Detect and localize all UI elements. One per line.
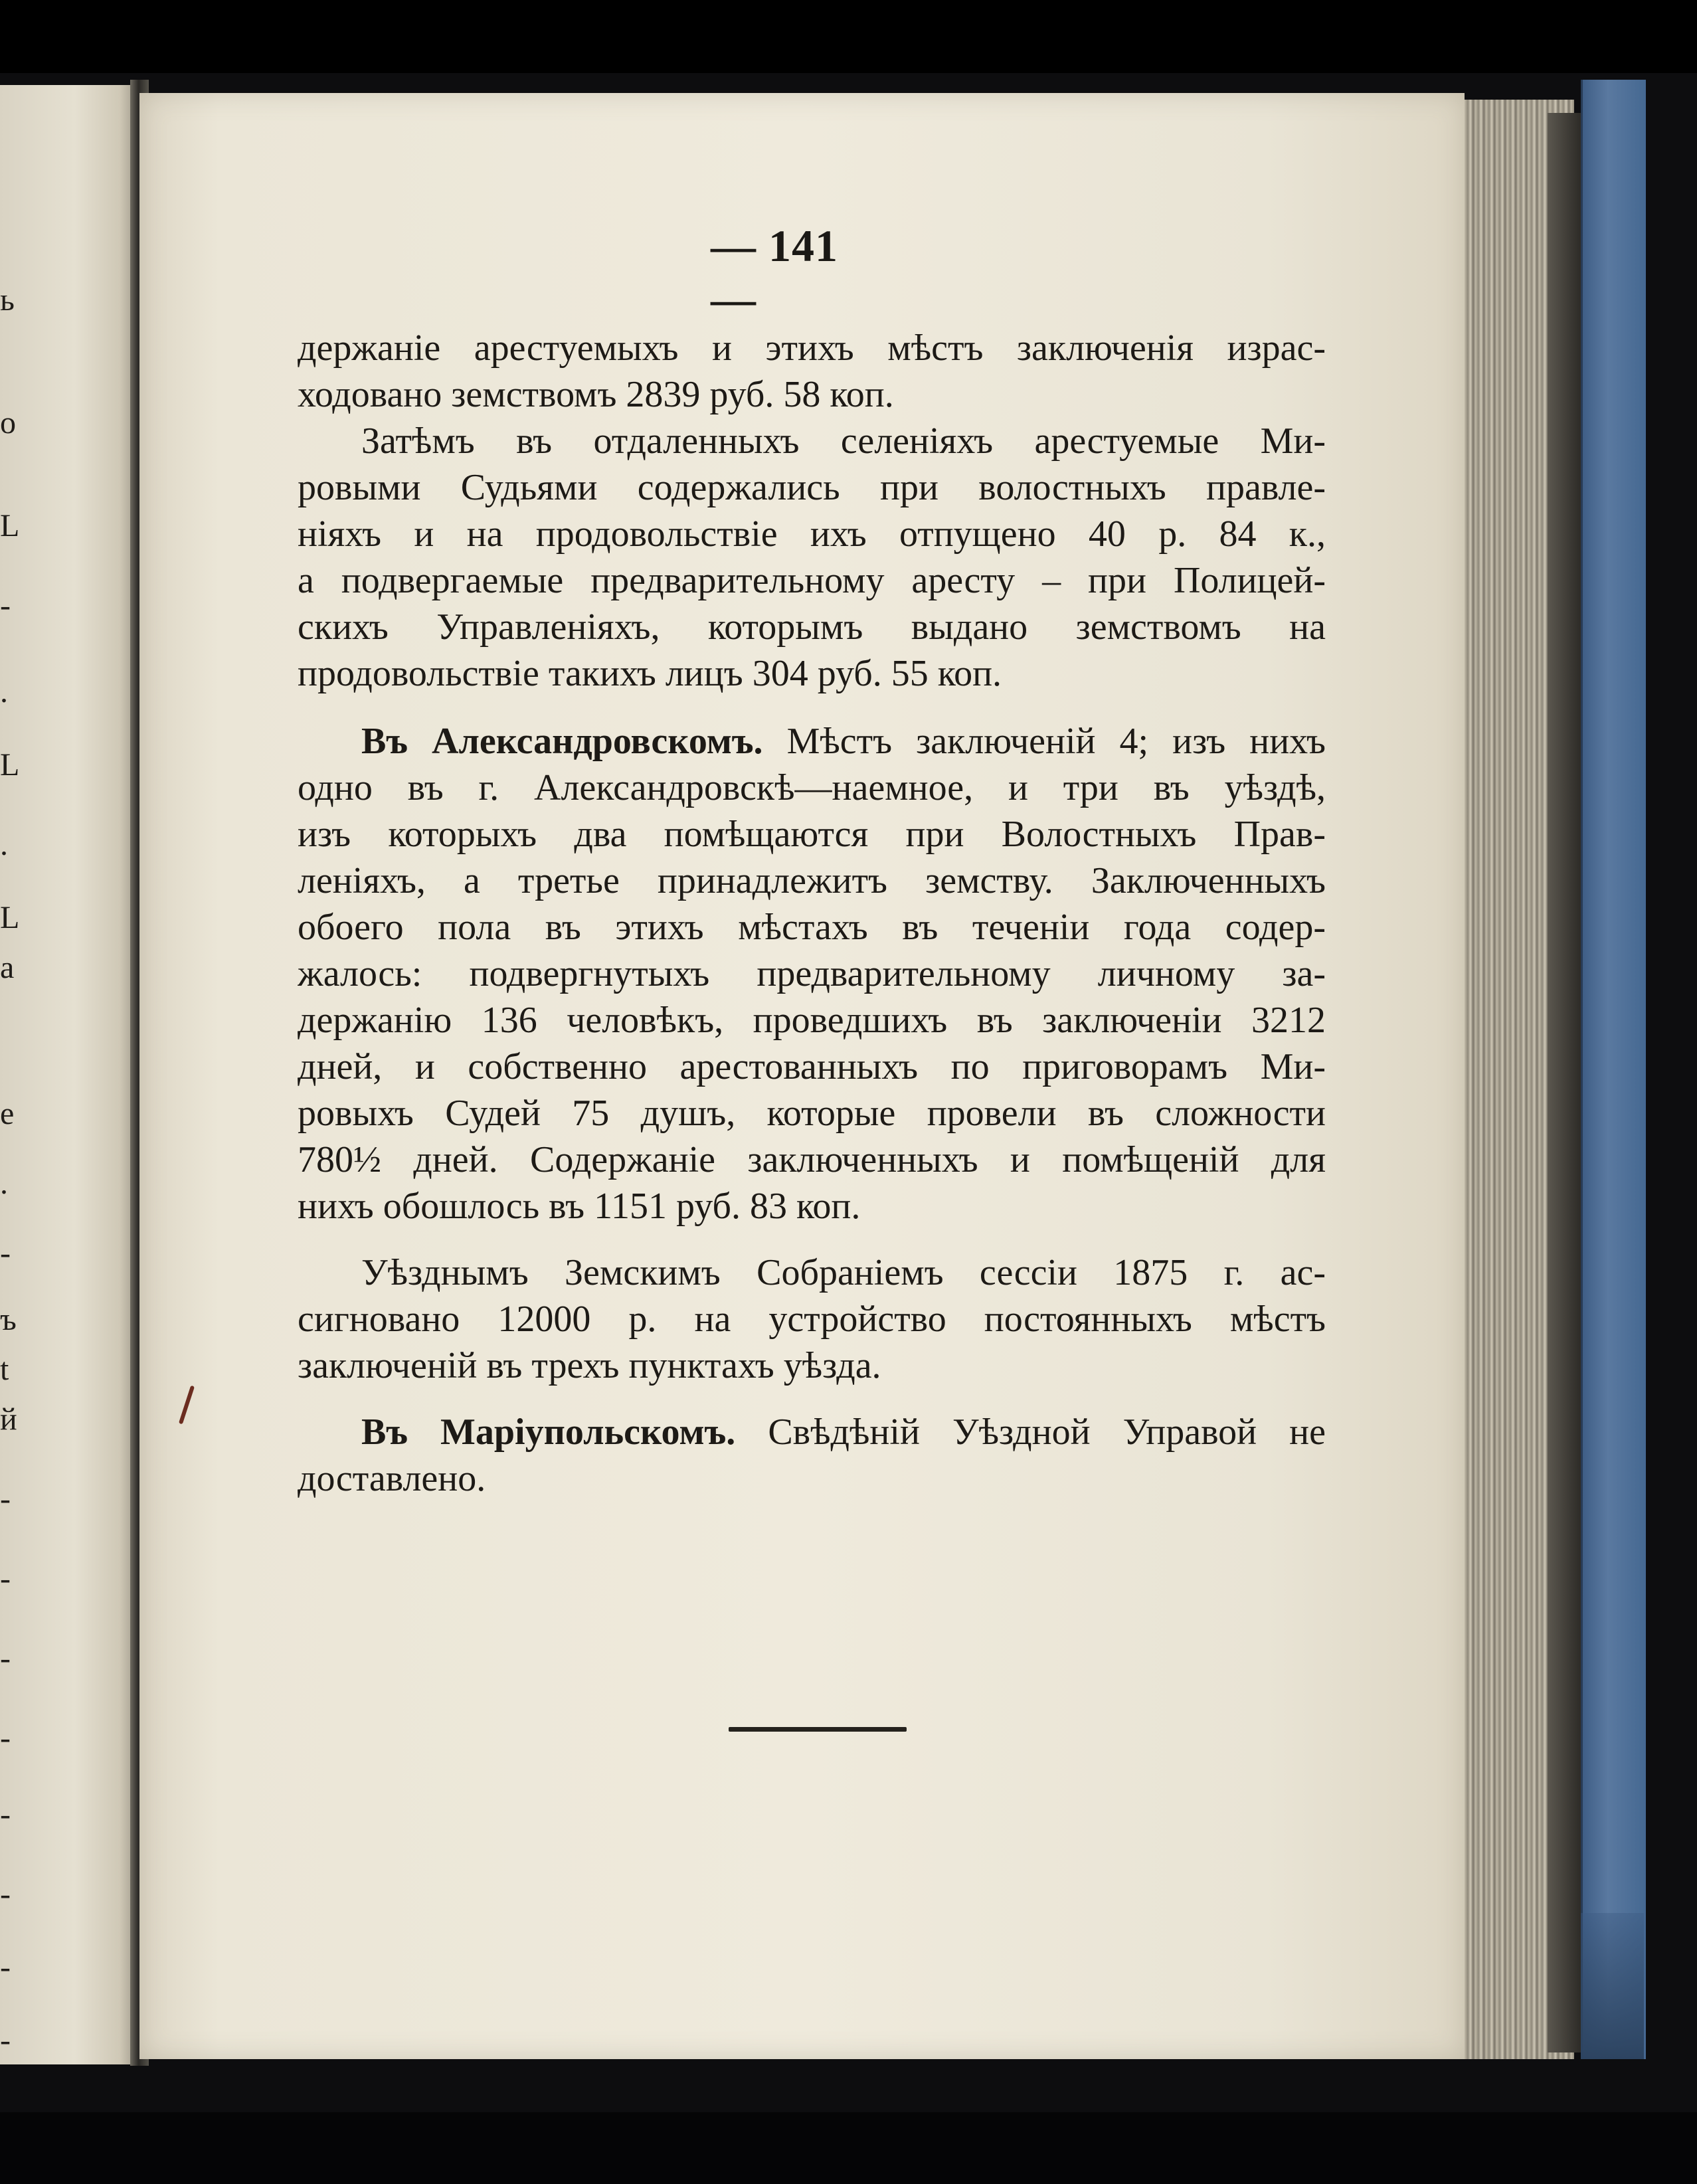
left-page-char: й bbox=[0, 1402, 17, 1437]
left-page-char: L bbox=[0, 508, 20, 543]
text-line: изъ которыхъ два помѣщаются при Волостныхъ Прав- bbox=[298, 814, 1326, 855]
text-line: обоего пола въ этихъ мѣстахъ въ теченіи года содер- bbox=[298, 907, 1326, 948]
left-page-char: L bbox=[0, 747, 20, 782]
text-line-rest: Свѣдѣній Уѣздной Управой не bbox=[768, 1411, 1326, 1453]
book-cover bbox=[1581, 80, 1646, 2059]
text-line: держаніе арестуемыхъ и этихъ мѣстъ заключенія израс- bbox=[298, 327, 1326, 369]
text-line: ходовано земствомъ 2839 руб. 58 коп. bbox=[298, 374, 894, 415]
left-page-char: - bbox=[0, 1235, 11, 1271]
text-line: дней, и собственно арестованныхъ по приговорамъ Ми- bbox=[298, 1046, 1326, 1087]
left-page-char: ь bbox=[0, 282, 15, 318]
left-page-char: . bbox=[0, 1166, 8, 1201]
left-page-char: - bbox=[0, 1797, 11, 1832]
left-page-char: - bbox=[0, 1561, 11, 1596]
page-number: — 141 — bbox=[711, 221, 838, 324]
text-line: держанію 136 человѣкъ, проведшихъ въ заключеніи 3212 bbox=[298, 1000, 1326, 1041]
left-page-char: a bbox=[0, 950, 15, 985]
book-cover-corner bbox=[1581, 1913, 1644, 2059]
text-line: сигновано 12000 р. на устройство постоянныхъ мѣстъ bbox=[298, 1299, 1326, 1340]
text-line: нихъ обошлось въ 1151 руб. 83 коп. bbox=[298, 1186, 861, 1227]
text-line: Затѣмъ въ отдаленныхъ селеніяхъ арестуемые Ми- bbox=[361, 420, 1326, 462]
text-line: заключеній въ трехъ пунктахъ уѣзда. bbox=[298, 1345, 881, 1386]
left-page-char: . bbox=[0, 827, 8, 862]
text-line-rest: Мѣстъ заключеній 4; изъ нихъ bbox=[786, 721, 1326, 762]
text-line bbox=[298, 1408, 1326, 1456]
end-rule bbox=[729, 1727, 907, 1732]
left-page-char: - bbox=[0, 1950, 11, 1985]
left-page-char: . bbox=[0, 674, 8, 709]
left-page-char: - bbox=[0, 2023, 11, 2058]
text-line: леніяхъ, а третье принадлежитъ земству. Заключенныхъ bbox=[298, 860, 1326, 901]
text-line: 780½ дней. Содержаніе заключенныхъ и помѣщеній для bbox=[298, 1139, 1326, 1180]
text-line: одно въ г. Александровскѣ—наемное, и три въ уѣздѣ, bbox=[298, 767, 1326, 808]
text-line bbox=[298, 717, 1326, 765]
text-line: а подвергаемые предварительному аресту – при Полицей- bbox=[298, 560, 1326, 601]
left-page-char: о bbox=[0, 405, 16, 440]
left-page-char: - bbox=[0, 1481, 11, 1516]
left-page-char: - bbox=[0, 1720, 11, 1756]
text-line: ніяхъ и на продовольствіе ихъ отпущено 40 р. 84 к., bbox=[298, 513, 1326, 555]
left-page-char: e bbox=[0, 1096, 15, 1131]
left-page-char: - bbox=[0, 588, 11, 623]
left-page-char: L bbox=[0, 900, 20, 935]
left-page-fragment bbox=[0, 85, 136, 2064]
text-line: жалось: подвергнутыхъ предварительному личному за- bbox=[298, 953, 1326, 994]
bottom-border bbox=[0, 2112, 1697, 2184]
section-heading: Въ Александровскомъ. bbox=[361, 721, 763, 762]
text-line: ровыхъ Судей 75 душъ, которые провели въ сложности bbox=[298, 1093, 1326, 1134]
text-line: доставлено. bbox=[298, 1458, 486, 1499]
left-page-char: - bbox=[0, 1641, 11, 1676]
text-line: Уѣзднымъ Земскимъ Собраніемъ сессіи 1875 г. ас- bbox=[361, 1252, 1326, 1293]
text-line: ровыми Судьями содержались при волостныхъ правле- bbox=[298, 467, 1326, 508]
top-border bbox=[0, 0, 1697, 73]
text-line: скихъ Управленіяхъ, которымъ выдано земствомъ на bbox=[298, 606, 1326, 648]
page-edges-shadow bbox=[1548, 113, 1581, 2052]
left-page-char: t bbox=[0, 1352, 9, 1387]
left-page-char: - bbox=[0, 1876, 11, 1912]
section-heading: Въ Маріупольскомъ. bbox=[361, 1411, 736, 1453]
left-page-char: ъ bbox=[0, 1302, 17, 1337]
text-line: продовольствіе такихъ лицъ 304 руб. 55 коп. bbox=[298, 653, 1002, 694]
